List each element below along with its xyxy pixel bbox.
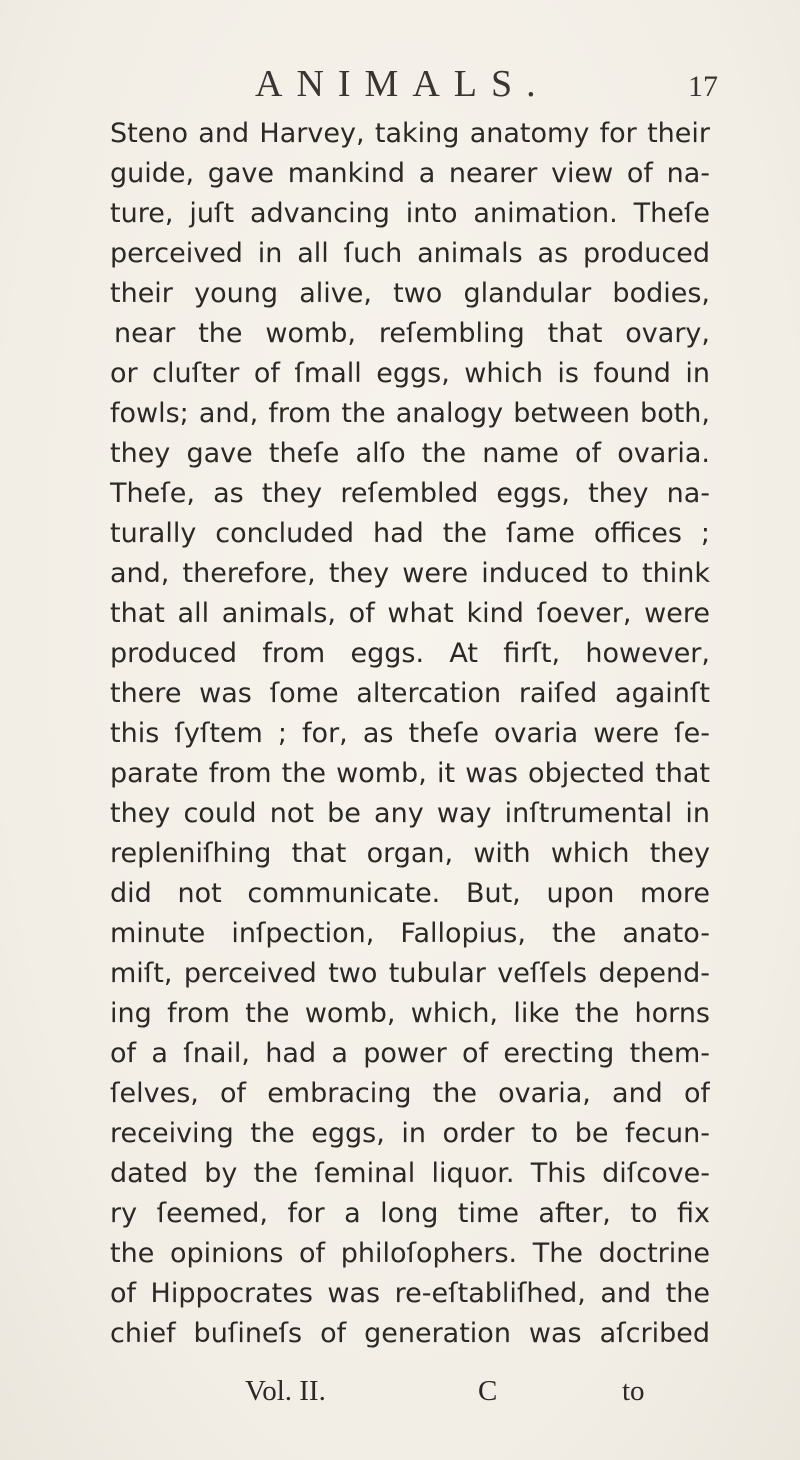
text-line: produced from eggs. At firſt, however, [110, 638, 710, 669]
text-line: this ſyſtem ; for, as theſe ovaria were ſe- [110, 718, 710, 749]
text-line: fowls; and, from the analogy between both, [110, 398, 710, 429]
text-line: turally concluded had the ſame offices ; [110, 518, 710, 549]
text-line: Theſe, as they reſembled eggs, they na- [110, 478, 710, 509]
text-line: that all animals, of what kind ſoever, were [110, 598, 710, 629]
text-line: repleniſhing that organ, with which they [110, 838, 710, 869]
text-line: of a ſnail, had a power of erecting them- [110, 1038, 710, 1069]
running-head: ANIMALS. [255, 63, 550, 105]
page-footer [0, 1375, 800, 1415]
text-line: receiving the eggs, in order to be fecun- [110, 1118, 710, 1149]
text-line: they could not be any way inſtrumental in [110, 798, 710, 829]
text-line: near the womb, reſembling that ovary, [114, 318, 710, 349]
text-line: there was ſome altercation raiſed againſt [110, 678, 710, 709]
text-line: and, therefore, they were induced to think [110, 558, 710, 589]
text-line: of Hippocrates was re-eſtabliſhed, and the [110, 1278, 710, 1309]
signature-mark: C [478, 1375, 498, 1407]
text-line: miſt, perceived two tubular veſſels depend- [110, 958, 710, 989]
text-line: dated by the ſeminal liquor. This diſcove- [110, 1158, 710, 1189]
catchword: to [622, 1375, 645, 1407]
text-line: chief buſineſs of generation was aſcribed [110, 1318, 710, 1349]
text-line: ry ſeemed, for a long time after, to fix [110, 1198, 710, 1229]
text-line: did not communicate. But, upon more [110, 878, 710, 909]
text-line: the opinions of philoſophers. The doctrine [110, 1238, 710, 1269]
text-line: ture, juſt advancing into animation. Theſe [110, 198, 710, 229]
text-line: ſelves, of embracing the ovaria, and of [110, 1078, 710, 1109]
text-line: parate from the womb, it was objected that [110, 758, 710, 789]
volume-label: Vol. II. [245, 1375, 326, 1407]
text-line: ing from the womb, which, like the horns [110, 998, 710, 1029]
page-number: 17 [688, 70, 718, 103]
text-line: minute inſpection, Fallopius, the anato- [110, 918, 710, 949]
text-line: Steno and Harvey, taking anatomy for their [110, 118, 710, 149]
text-line: or cluſter of ſmall eggs, which is found in [110, 358, 710, 389]
text-line: they gave theſe alſo the name of ovaria. [110, 438, 710, 469]
text-line: their young alive, two glandular bodies, [110, 278, 710, 309]
text-line: guide, gave mankind a nearer view of na- [110, 158, 710, 189]
text-line: perceived in all ſuch animals as produced [110, 238, 710, 269]
